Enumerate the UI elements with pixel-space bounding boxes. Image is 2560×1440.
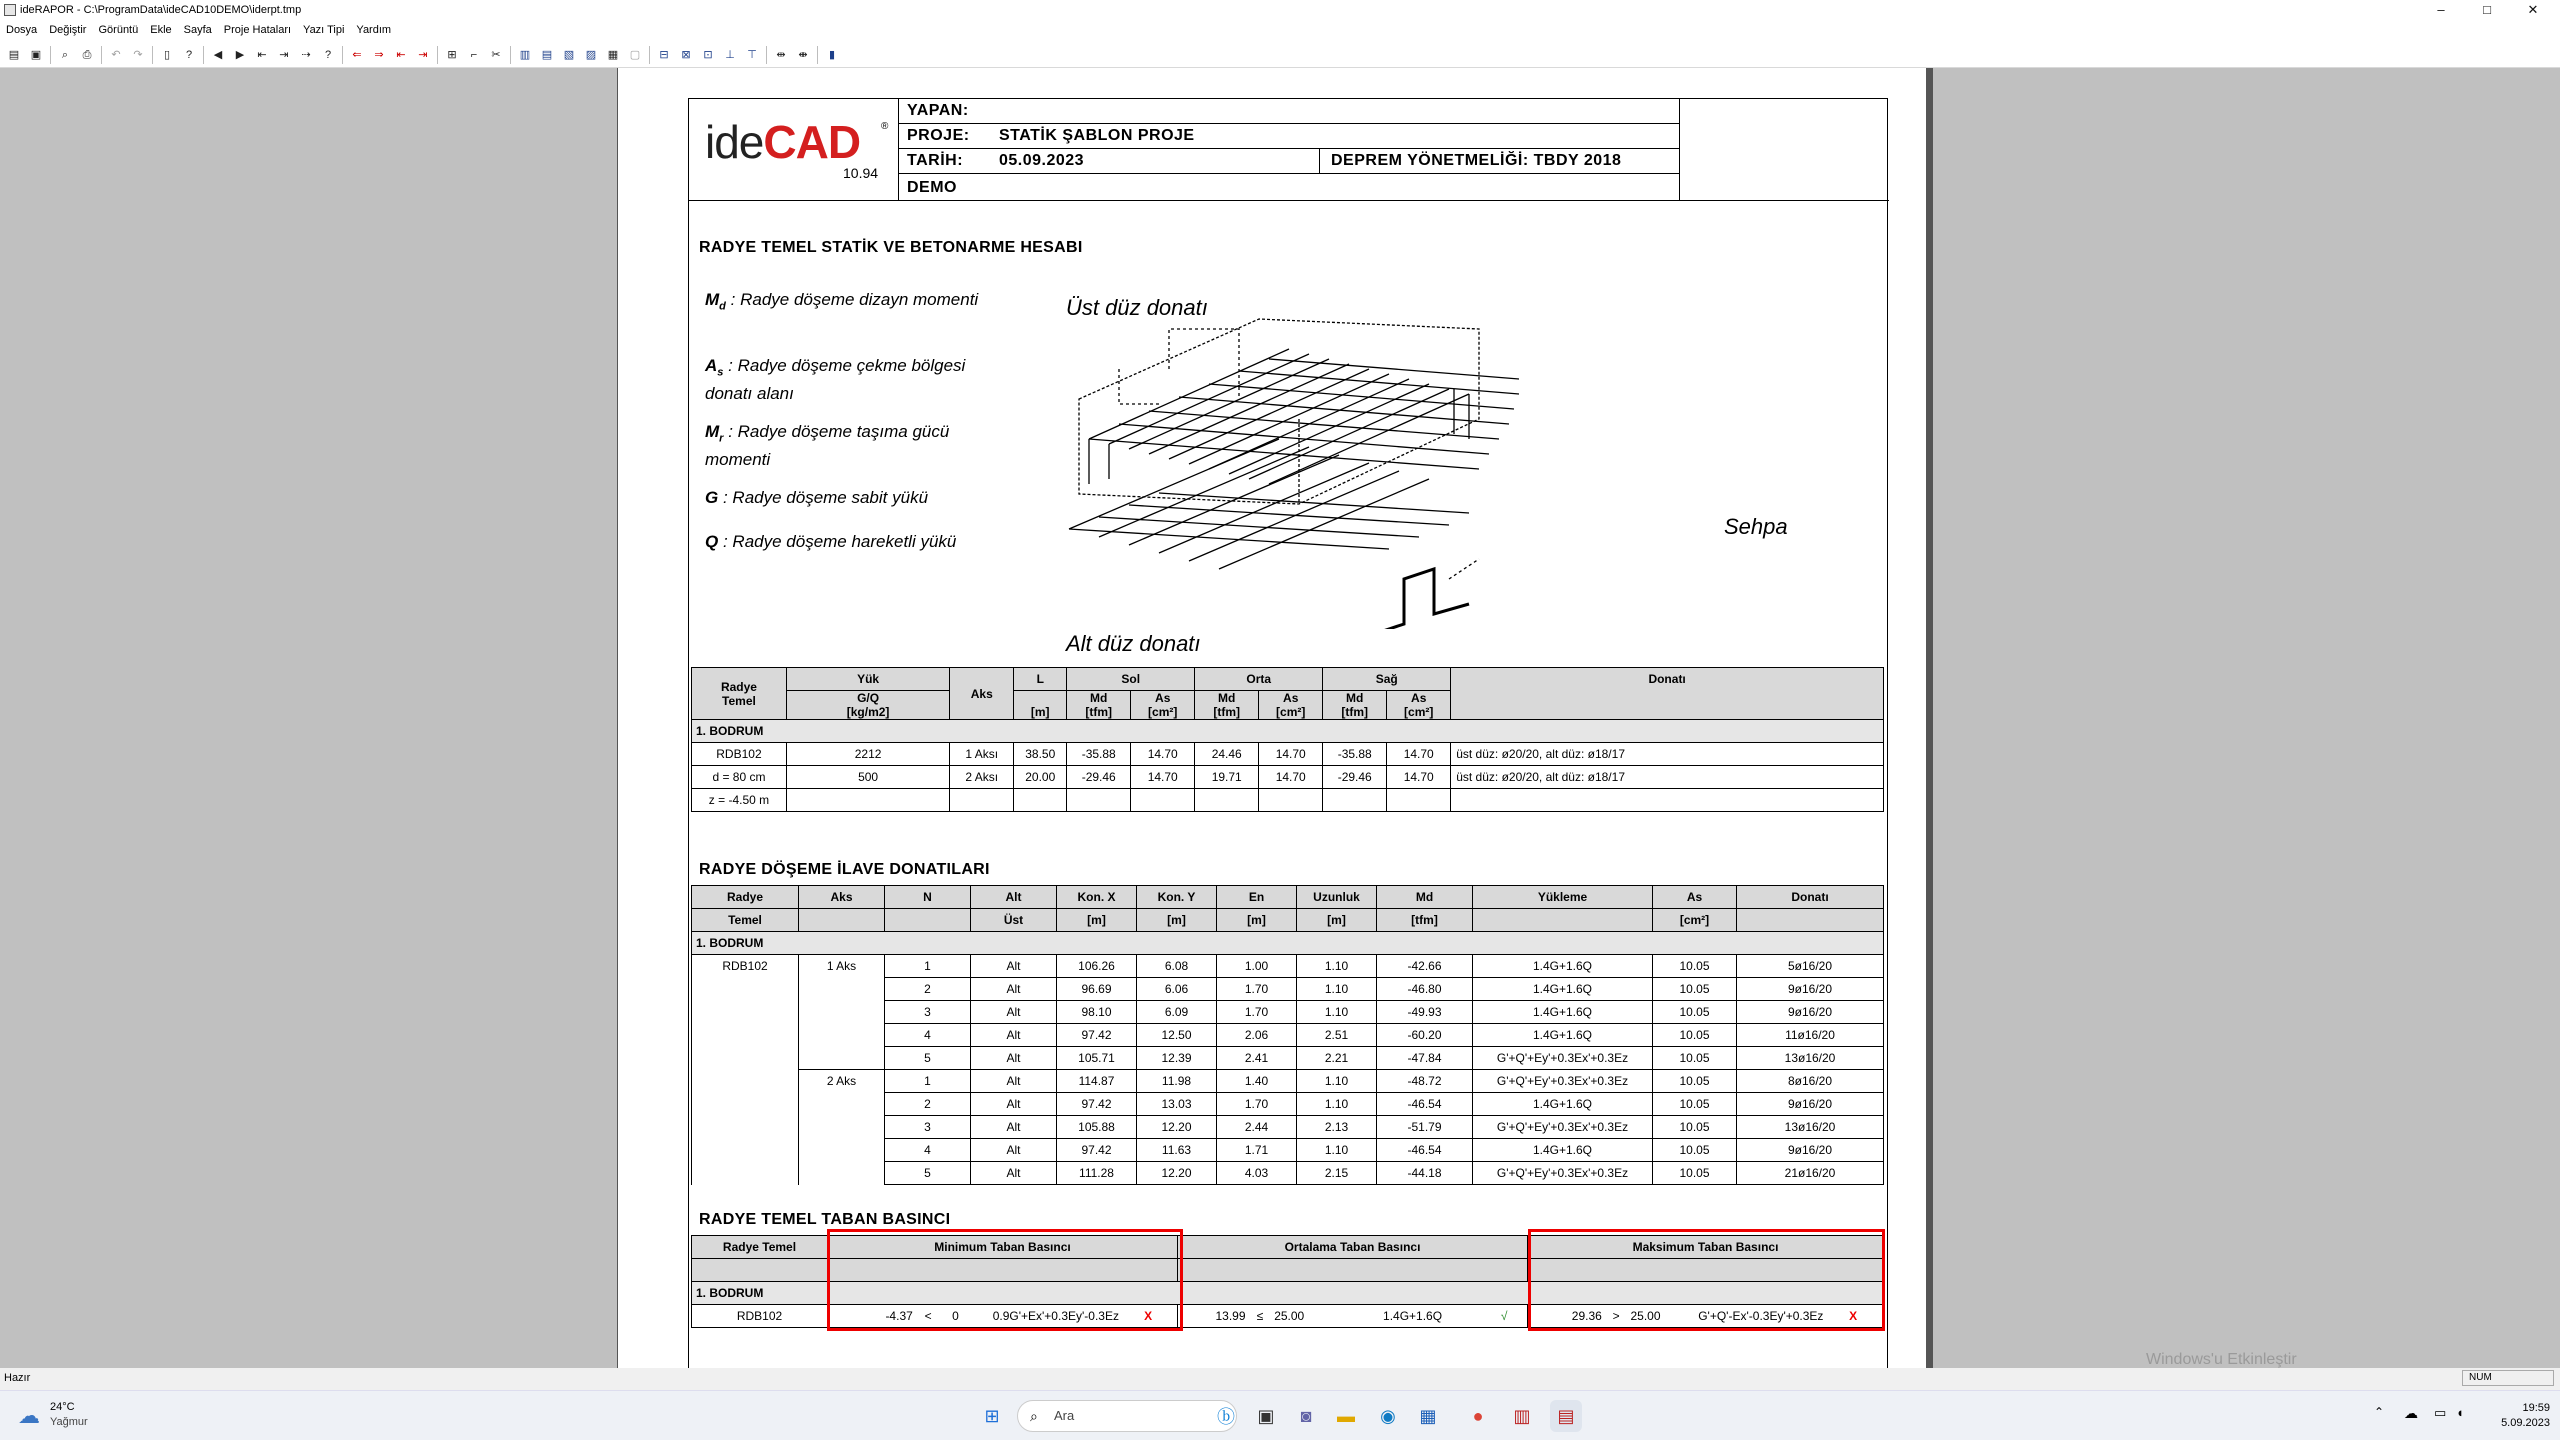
layout4-icon[interactable]: ▨ [585, 48, 597, 61]
t3-col-min: Minimum Taban Basıncı [828, 1236, 1178, 1259]
table-cell [692, 1047, 799, 1070]
header-blank-box [1679, 99, 1889, 200]
table-cell: 2.15 [1297, 1162, 1377, 1185]
table-cell: 13ø16/20 [1737, 1116, 1884, 1139]
table-cell: 13ø16/20 [1737, 1047, 1884, 1070]
arrow-right-red-icon[interactable]: ⇒ [374, 48, 384, 61]
legend-as: $A_s$ : Radye döşeme çekme bölgesi donatı alanı [705, 356, 966, 404]
table-cell: 1.10 [1297, 1070, 1377, 1093]
menu-sayfa[interactable]: Sayfa [183, 24, 212, 36]
table-cell: 10.05 [1653, 1162, 1737, 1185]
col-sag-md: Md [tfm] [1323, 691, 1387, 720]
table-cell: 2 [885, 1093, 971, 1116]
zoom4-icon[interactable]: ⊥ [725, 48, 735, 61]
t2-col-as: As [1653, 886, 1737, 909]
col-sag-as: As [cm²] [1387, 691, 1451, 720]
volume-icon[interactable]: ◖ [2456, 1405, 2464, 1420]
toolbar-separator [437, 46, 438, 64]
undo-icon[interactable]: ↶ [111, 48, 121, 61]
taskbar-search[interactable]: Ara [1017, 1400, 1237, 1432]
menu-yazi-tipi[interactable]: Yazı Tipi [303, 24, 345, 36]
table-cell: 97.42 [1057, 1024, 1137, 1047]
search-icon: ⌕ [1030, 1408, 1038, 1424]
save-icon[interactable]: ▣ [30, 48, 42, 61]
tarih-value: 05.09.2023 [999, 152, 1085, 169]
taskbar [0, 1390, 2560, 1440]
t3-col-ort: Ortalama Taban Basıncı [1178, 1236, 1528, 1259]
zoom1-icon[interactable]: ⊟ [659, 48, 669, 61]
toolbar-separator [203, 46, 204, 64]
table-cell: 2.21 [1297, 1047, 1377, 1070]
table-cell [799, 1139, 885, 1162]
prev-page-icon[interactable]: ▶ [235, 48, 245, 61]
fit2-icon[interactable]: ⇼ [798, 48, 808, 61]
table-cell: Alt [971, 1047, 1057, 1070]
table-cell [692, 1116, 799, 1139]
highlight-max-box [1528, 1229, 1885, 1331]
page-shadow [1927, 68, 1933, 1368]
table-cell: Alt [971, 1162, 1057, 1185]
toolbar-separator [817, 46, 818, 64]
num-lock-indicator: NUM [2462, 1370, 2554, 1386]
rebar-illustration [1059, 289, 1519, 629]
legend-md: $M_d$ : Radye döşeme dizayn momenti [705, 290, 979, 313]
header-proje-row [899, 124, 1679, 149]
menu-ekle[interactable]: Ekle [150, 24, 172, 36]
table-cell: 1.4G+1.6Q [1473, 978, 1653, 1001]
toolbar-separator [649, 46, 650, 64]
table-cell [799, 1024, 885, 1047]
page-icon[interactable]: ▯ [163, 48, 171, 61]
next-page-icon[interactable]: ⇤ [257, 48, 267, 61]
table-cell: 2.44 [1217, 1116, 1297, 1139]
col-L: L [1014, 668, 1067, 691]
fail-mark: X [1849, 1309, 1858, 1323]
table-cell: 21ø16/20 [1737, 1162, 1884, 1185]
t2-col-kon-x: Kon. X [1057, 886, 1137, 909]
preview-icon[interactable]: ⌕ [61, 48, 69, 61]
book-icon[interactable]: ▮ [828, 48, 836, 61]
table-cell: 114.87 [1057, 1070, 1137, 1093]
insert-icon[interactable]: ⊞ [447, 48, 457, 61]
table-cell: 4 [885, 1139, 971, 1162]
table-cell: G'+Q'+Ey'+0.3Ex'+0.3Ez [1473, 1162, 1653, 1185]
table-cell: 1.4G+1.6Q [1473, 955, 1653, 978]
menu-degistir[interactable]: Değiştir [49, 24, 87, 36]
figure-label-sehpa: Sehpa [1724, 514, 1788, 539]
store-icon[interactable]: ▦ [1419, 1405, 1437, 1426]
table-cell: 3 [885, 1116, 971, 1139]
table-row: z = -4.50 m [692, 789, 1884, 812]
table-cell [692, 978, 799, 1001]
table-cell: Alt [971, 955, 1057, 978]
table-row [692, 978, 1884, 1001]
app-icon [4, 4, 16, 16]
group-row: 1. BODRUM [692, 720, 1884, 743]
t2-col-en: En [1217, 886, 1297, 909]
close-button[interactable]: ✕ [2527, 2, 2539, 17]
table-cell: G'+Q'+Ey'+0.3Ex'+0.3Ez [1473, 1047, 1653, 1070]
table-cell [799, 978, 885, 1001]
table-cell: 1 Aks [799, 955, 885, 978]
t2-col-kon-y: Kon. Y [1137, 886, 1217, 909]
table-cell: 1.4G+1.6Q [1473, 1024, 1653, 1047]
table-cell: 1.10 [1297, 1139, 1377, 1162]
table-cell: 6.08 [1137, 955, 1217, 978]
table-cell: 10.05 [1653, 978, 1737, 1001]
table-row [692, 1162, 1884, 1185]
section-title-taban-basinci: RADYE TEMEL TABAN BASINCI [699, 1211, 951, 1228]
table-cell: 8ø16/20 [1737, 1070, 1884, 1093]
document-viewport[interactable] [0, 68, 2560, 1368]
figure-label-ust-duz-donati: Üst düz donatı [1066, 295, 1208, 320]
col-orta-md: Md [tfm] [1195, 691, 1259, 720]
table-cell: 3 [885, 1001, 971, 1024]
table-cell: 105.71 [1057, 1047, 1137, 1070]
table-cell: 5ø16/20 [1737, 955, 1884, 978]
toolbar-separator [50, 46, 51, 64]
table-cell: 10.05 [1653, 1116, 1737, 1139]
table-cell: 5 [885, 1162, 971, 1185]
menu-goruntu[interactable]: Görüntü [98, 24, 139, 36]
col-L-unit: [m] [1014, 691, 1067, 720]
task-view-icon[interactable]: ▣ [1257, 1405, 1275, 1426]
toolbar-separator [342, 46, 343, 64]
redo-icon[interactable]: ↷ [133, 48, 143, 61]
legend-mr: $M_r$ : Radye döşeme taşıma gücü momenti [705, 422, 950, 470]
network-icon[interactable]: ▭ [2434, 1405, 2447, 1420]
t2-col-yukleme: Yükleme [1473, 886, 1653, 909]
table-row [692, 1001, 1884, 1024]
table-cell: 1.10 [1297, 1093, 1377, 1116]
table-cell: 2.51 [1297, 1024, 1377, 1047]
layout2-icon[interactable]: ▤ [541, 48, 553, 61]
activation-watermark: Windows'u Etkinleştir [2146, 1351, 2297, 1368]
onedrive-icon[interactable]: ☁ [2404, 1405, 2418, 1421]
table-cell: 2.41 [1217, 1047, 1297, 1070]
table-cell: 11.98 [1137, 1070, 1217, 1093]
status-text: Hazır [4, 1372, 31, 1384]
toolbar-separator [152, 46, 153, 64]
table-cell: 106.26 [1057, 955, 1137, 978]
last-page-icon[interactable]: ⇥ [279, 48, 289, 61]
col-sol-as: As [cm²] [1131, 691, 1195, 720]
table-cell: Alt [971, 1001, 1057, 1024]
toolbar-separator [766, 46, 767, 64]
table-cell: 1.4G+1.6Q [1473, 1139, 1653, 1162]
table-row [692, 1070, 1884, 1093]
menu-yardim[interactable]: Yardım [356, 24, 392, 36]
table-cell: 1.10 [1297, 978, 1377, 1001]
find-icon[interactable]: ? [324, 48, 332, 61]
t3-max-cell: 29.36 > 25.00 G'+Q'-Ex'-0.3Ey'+0.3Ez X [1528, 1305, 1884, 1328]
deprem-yonetmeligi: DEPREM YÖNETMELİĞİ: TBDY 2018 [1331, 152, 1622, 169]
menu-proje-hatalari[interactable]: Proje Hataları [223, 24, 292, 36]
fail-mark: X [1144, 1309, 1153, 1323]
table-cell: 10.05 [1653, 1024, 1737, 1047]
layout6-icon[interactable]: ▢ [629, 48, 641, 61]
window-title: ideRAPOR - C:\ProgramData\ideCAD10DEMO\iderpt.tmp [20, 4, 302, 16]
group-row: 1. BODRUM [692, 932, 1884, 955]
col-sol-md: Md [tfm] [1067, 691, 1131, 720]
table-cell: 12.39 [1137, 1047, 1217, 1070]
table-cell: 98.10 [1057, 1001, 1137, 1024]
table-cell: 2 [885, 978, 971, 1001]
table-cell: 1.70 [1217, 1093, 1297, 1116]
table-cell: 10.05 [1653, 1093, 1737, 1116]
toolbar-separator [510, 46, 511, 64]
table-row: d = 80 cm 500 2 Aksı 20.00 -29.46 14.70 19.71 14.70 -29.46 14.70 üst düz: ø20/20, alt düz: ø18/17 [692, 766, 1884, 789]
table-cell: 1.4G+1.6Q [1473, 1093, 1653, 1116]
table-row [692, 1116, 1884, 1139]
table-row: RDB102 2212 1 Aksı 38.50 -35.88 14.70 24.46 14.70 -35.88 14.70 üst düz: ø20/20, alt düz: ø18/17 [692, 743, 1884, 766]
table-cell: 5 [885, 1047, 971, 1070]
table-cell: 1.70 [1217, 978, 1297, 1001]
table-row [692, 1047, 1884, 1070]
table-cell: -51.79 [1377, 1116, 1473, 1139]
table-cell [692, 1024, 799, 1047]
section-title-ilave-donatilar: RADYE DÖŞEME İLAVE DONATILARI [699, 861, 990, 878]
idecad-logo: ideCAD [705, 116, 861, 168]
table-cell: -46.80 [1377, 978, 1473, 1001]
table-cell: -47.84 [1377, 1047, 1473, 1070]
demo-label: DEMO [907, 179, 957, 196]
edge-icon[interactable]: ◉ [1380, 1405, 1396, 1426]
table-cell: 9ø16/20 [1737, 978, 1884, 1001]
clock-time[interactable]: 19:59 [2522, 1402, 2550, 1414]
table-cell: 97.42 [1057, 1139, 1137, 1162]
chrome-icon[interactable]: ● [1472, 1405, 1484, 1426]
table-row [692, 1139, 1884, 1162]
table-cell: G'+Q'+Ey'+0.3Ex'+0.3Ez [1473, 1070, 1653, 1093]
table-cell: Alt [971, 1093, 1057, 1116]
tray-chevron-icon[interactable]: ⌃ [2374, 1405, 2385, 1419]
table-cell: -44.18 [1377, 1162, 1473, 1185]
table-cell: 6.09 [1137, 1001, 1217, 1024]
layout3-icon[interactable]: ▧ [563, 48, 575, 61]
fit-icon[interactable]: ⇹ [776, 48, 786, 61]
table-cell: -60.20 [1377, 1024, 1473, 1047]
last-red-icon[interactable]: ⇥ [418, 48, 428, 61]
table-cell [799, 1047, 885, 1070]
col-donati: Donatı [1451, 668, 1884, 720]
table-cell: 13.03 [1137, 1093, 1217, 1116]
table-cell: Alt [971, 1139, 1057, 1162]
teams-icon[interactable]: ◙ [1300, 1405, 1312, 1426]
table-cell: 97.42 [1057, 1093, 1137, 1116]
table-cell [799, 1001, 885, 1024]
table-cell: 4.03 [1217, 1162, 1297, 1185]
table-cell: 2 Aks [799, 1070, 885, 1093]
figure-label-alt-duz-donati: Alt düz donatı [1066, 631, 1201, 656]
table-cell: -48.72 [1377, 1070, 1473, 1093]
table-cell: 1 [885, 1070, 971, 1093]
table-cell: 10.05 [1653, 955, 1737, 978]
table-cell: Alt [971, 1070, 1057, 1093]
proje-value: STATİK ŞABLON PROJE [999, 127, 1195, 144]
table-cell: RDB102 [692, 955, 799, 978]
table-cell: 1 [885, 955, 971, 978]
col-orta-as: As [cm²] [1259, 691, 1323, 720]
table-row [692, 955, 1884, 978]
table-cell: Alt [971, 978, 1057, 1001]
col-yuk: Yük [786, 668, 949, 691]
table-cell: 2.13 [1297, 1116, 1377, 1139]
table-cell: -46.54 [1377, 1093, 1473, 1116]
layout1-icon[interactable]: ▥ [519, 48, 531, 61]
table-cell: 1.71 [1217, 1139, 1297, 1162]
t2-col-alt: Alt [971, 886, 1057, 909]
start-icon[interactable]: ⊞ [984, 1405, 1000, 1426]
table-cell: 6.06 [1137, 978, 1217, 1001]
table-cell: 105.88 [1057, 1116, 1137, 1139]
first-page-icon[interactable]: ◀ [213, 48, 223, 61]
table-cell: 12.20 [1137, 1116, 1217, 1139]
table-cell: 9ø16/20 [1737, 1139, 1884, 1162]
report-frame [688, 98, 1888, 1370]
table-cell [799, 1162, 885, 1185]
table-cell: -49.93 [1377, 1001, 1473, 1024]
toolbar [0, 42, 2560, 68]
header-yapan-row [899, 99, 1679, 124]
table-cell [692, 1162, 799, 1185]
table-cell: 10.05 [1653, 1001, 1737, 1024]
clock-date[interactable]: 5.09.2023 [2501, 1417, 2550, 1429]
group-row: 1. BODRUM [692, 1282, 1884, 1305]
t3-col-max: Maksimum Taban Basıncı [1528, 1236, 1884, 1259]
highlight-min-box [827, 1229, 1183, 1331]
first-red-icon[interactable]: ⇤ [396, 48, 406, 61]
table-cell: 1.00 [1217, 955, 1297, 978]
menu-dosya[interactable]: Dosya [6, 24, 38, 36]
t3-ort-cell: 13.99 ≤ 25.00 1.4G+1.6Q √ [1178, 1305, 1528, 1328]
idecad-app-icon[interactable]: ▥ [1513, 1405, 1531, 1426]
legend-q: Q : Radye döşeme hareketli yükü [705, 532, 957, 551]
table-cell: 10.05 [1653, 1070, 1737, 1093]
toolbar-separator [101, 46, 102, 64]
file-explorer-icon[interactable]: ▬ [1337, 1405, 1355, 1426]
col-aks: Aks [950, 668, 1014, 720]
table-cell [692, 1001, 799, 1024]
table-cell [692, 1070, 799, 1093]
menu-bar [0, 22, 397, 40]
legend-g: G : Radye döşeme sabit yükü [705, 488, 929, 507]
status-bar [0, 1368, 2560, 1390]
table-cell: 9ø16/20 [1737, 1093, 1884, 1116]
yapan-label: YAPAN: [907, 102, 969, 119]
scissors-icon[interactable]: ✂ [491, 48, 501, 61]
table-cell: 11.63 [1137, 1139, 1217, 1162]
col-gq: G/Q [kg/m2] [786, 691, 949, 720]
header-demo-row [899, 174, 1679, 200]
minimize-button[interactable]: – [2437, 2, 2445, 17]
version-label: 10.94 [843, 165, 879, 181]
text-icon[interactable]: ⌐ [470, 48, 478, 61]
table-cell [692, 1093, 799, 1116]
help-icon[interactable]: ? [185, 48, 193, 61]
radye-temel-table [691, 667, 1884, 812]
section-title-radye-hesabi: RADYE TEMEL STATİK VE BETONARME HESABI [699, 239, 1083, 256]
table-cell [799, 1116, 885, 1139]
weather-desc[interactable]: Yağmur [50, 1416, 88, 1428]
table-cell: 12.20 [1137, 1162, 1217, 1185]
table-cell [799, 1093, 885, 1116]
arrow-left-red-icon[interactable]: ⇐ [352, 48, 362, 61]
zoom5-icon[interactable]: ⊤ [747, 48, 757, 61]
table-cell: 1.10 [1297, 1001, 1377, 1024]
table-cell: Alt [971, 1024, 1057, 1047]
maximize-button[interactable]: □ [2483, 2, 2491, 17]
table-cell: 1.4G+1.6Q [1473, 1001, 1653, 1024]
report-page [617, 68, 1927, 1368]
t3-col-radye-temel: Radye Temel [692, 1236, 828, 1259]
col-orta: Orta [1195, 668, 1323, 691]
table-cell: -42.66 [1377, 955, 1473, 978]
zoom3-icon[interactable]: ⊡ [703, 48, 713, 61]
table-cell: 9ø16/20 [1737, 1001, 1884, 1024]
iderapor-app-icon[interactable]: ▤ [1550, 1400, 1582, 1432]
bing-icon[interactable]: ⓑ [1217, 1407, 1235, 1427]
go-page-icon[interactable]: ⇢ [301, 48, 311, 61]
tarih-label: TARİH: [907, 152, 964, 169]
t2-col-donati: Donatı [1737, 886, 1884, 909]
report-header [689, 99, 1889, 201]
t2-col-n: N [885, 886, 971, 909]
table-cell: 12.50 [1137, 1024, 1217, 1047]
table-cell: Alt [971, 1116, 1057, 1139]
layout5-icon[interactable]: ▦ [607, 48, 619, 61]
table-cell: 4 [885, 1024, 971, 1047]
table-cell: 2.06 [1217, 1024, 1297, 1047]
logo-box [689, 99, 899, 200]
table-cell: 111.28 [1057, 1162, 1137, 1185]
table-cell: 1.40 [1217, 1070, 1297, 1093]
table-cell: 1.10 [1297, 955, 1377, 978]
t3-min-cell: -4.37 < 0 0.9G'+Ex'+0.3Ey'-0.3Ez X [828, 1305, 1178, 1328]
t2-col-uzunluk: Uzunluk [1297, 886, 1377, 909]
table-cell: 1.70 [1217, 1001, 1297, 1024]
table-cell [692, 1139, 799, 1162]
ilave-donati-table: Radye Aks N Alt Kon. X Kon. Y En Uzunluk Md Yükleme As Donatı Temel Üst [m] [m] [m] [m] [tfm] [cm²] 1. BODRUM RDB102 1 Aks 1 Alt 106.26 6.08 1.00 1.10 -42.66 1.4G+1.6Q 10.05 5ø16/20 2 Alt 96.69 6.06 1.70 1.10 -46.80 1.4G+1.6Q 10.05 9ø16/20 3 Alt 98.10 6.09 1.70 1.10 -49.93 1.4G+1.6Q 10.05 9ø16/20 4 Alt 97.42 12.50 2.06 2.51 -60.20 1.4G+1.6Q 10.05 11ø16/20 5 Alt 105.71 12.39 2.41 2.21 -47.84 G'+Q'+Ey'+0.3Ex'+0.3Ez 10.05 13ø16/20 2 Aks 1 Alt 114.87 11.98 1.40 1.10 -48.72 G'+Q'+Ey'+0.3Ex'+0.3Ez 10.05 8ø16/20 2 Alt 97.42 13.03 1.70 1.10 -46.54 1.4G+1.6Q 10.05 9ø16/20 3 Alt 105.88 12.20 2.44 2.13 -51.79 G'+Q'+Ey'+0.3Ex'+0.3Ez 10.05 13ø16/20 4 Alt 97.42 11.63 1.71 1.10 -46.54 1.4G+1.6Q 10.05 9ø16/20 5 Alt 111.28 12.20 4.03 2.15 -44.18 G'+Q'+Ey'+0.3Ex'+0.3Ez 10.05 21ø16/20 [691, 885, 1884, 1185]
zoom2-icon[interactable]: ⊠ [681, 48, 691, 61]
table-cell: 10.05 [1653, 1047, 1737, 1070]
t2-col-aks: Aks [799, 886, 885, 909]
table-cell: G'+Q'+Ey'+0.3Ex'+0.3Ez [1473, 1116, 1653, 1139]
table-cell: -46.54 [1377, 1139, 1473, 1162]
col-sol: Sol [1067, 668, 1195, 691]
title-bar [0, 0, 2560, 20]
t2-col-radye: Radye [692, 886, 799, 909]
table-row [692, 1093, 1884, 1116]
logo-registered: ® [881, 121, 889, 132]
open-icon[interactable]: ▤ [8, 48, 20, 61]
header-tarih-row [899, 149, 1679, 174]
col-radye-temel: Radye Temel [692, 668, 787, 720]
t2-col-md: Md [1377, 886, 1473, 909]
table-cell: 96.69 [1057, 978, 1137, 1001]
t3-row-name: RDB102 [692, 1305, 828, 1328]
weather-icon[interactable]: ☁ [18, 1403, 40, 1428]
table-cell: 11ø16/20 [1737, 1024, 1884, 1047]
proje-label: PROJE: [907, 127, 970, 144]
table-cell: 10.05 [1653, 1139, 1737, 1162]
table-row [692, 1024, 1884, 1047]
weather-temp[interactable]: 24°C [50, 1401, 75, 1413]
print-icon[interactable]: ⎙ [82, 48, 92, 61]
col-sag: Sağ [1323, 668, 1451, 691]
pass-mark: √ [1500, 1309, 1508, 1323]
